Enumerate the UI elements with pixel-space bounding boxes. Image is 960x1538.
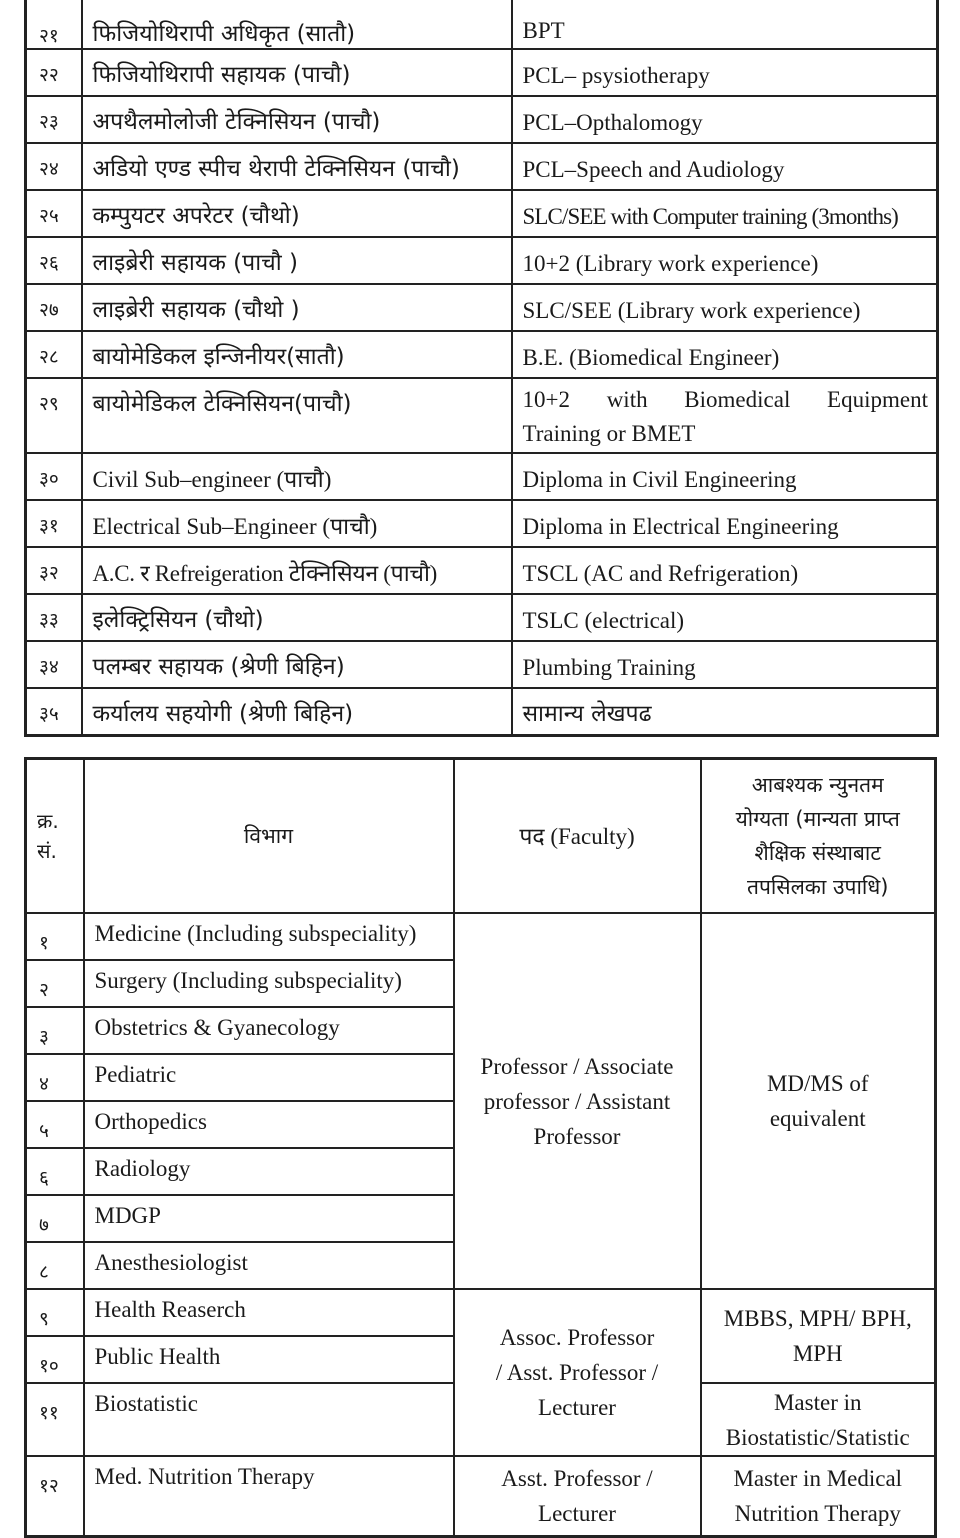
ph-qual-line-1: MBBS, MPH/ BPH, xyxy=(723,1306,912,1331)
public-health-post-cell xyxy=(454,1289,701,1456)
serial-number: ७ xyxy=(26,1195,84,1242)
qualification: SLC/SEE (Library work experience) xyxy=(512,284,938,331)
serial-number: ३२ xyxy=(26,547,82,594)
post-name: फिजियोथिरापी अधिकृत (सातौ) xyxy=(82,0,512,49)
table-row xyxy=(26,331,938,378)
table-row xyxy=(26,688,938,735)
table-row xyxy=(26,143,938,190)
post-name: अडियो एण्ड स्पीच थेरापी टेक्निसियन (पाचौ) xyxy=(82,143,512,190)
department: Med. Nutrition Therapy xyxy=(84,1456,454,1536)
qualification: PCL–Speech and Audiology xyxy=(512,143,938,190)
qualification: Plumbing Training xyxy=(512,641,938,688)
header-qual-line-2: योग्यता (मान्यता प्राप्त xyxy=(735,807,900,831)
clinical-post-line-1: Professor / Associate xyxy=(480,1053,674,1079)
serial-number: ५ xyxy=(26,1101,84,1148)
nut-qual-line-2: Nutrition Therapy xyxy=(734,1500,901,1526)
qualification: PCL–Opthalomogy xyxy=(512,96,938,143)
post-name: अपथैलमोलोजी टेक्निसियन (पाचौ) xyxy=(82,96,512,143)
post-name: लाइब्रेरी सहायक (पाचौ ) xyxy=(82,237,512,284)
serial-number: १ xyxy=(26,913,84,960)
qualification: PCL– psysiotherapy xyxy=(512,49,938,96)
department: Obstetrics & Gyanecology xyxy=(84,1007,454,1054)
clinical-qual-line-2: equivalent xyxy=(769,1106,866,1131)
post-name: A.C. र Refreigeration टेक्निसियन (पाचौ) xyxy=(82,547,512,594)
table-row xyxy=(26,913,936,960)
table-row xyxy=(26,0,938,49)
table-row xyxy=(26,378,938,453)
qualification: TSLC (electrical) xyxy=(512,594,938,641)
post-name: बायोमेडिकल इन्जिनीयर(सातौ) xyxy=(82,331,512,378)
qualification xyxy=(512,378,938,453)
clinical-post-cell xyxy=(454,913,701,1289)
header-sn-line-2: सं. xyxy=(37,839,57,863)
post-name: Civil Sub–engineer (पाचौ) xyxy=(82,453,512,500)
serial-number: ९ xyxy=(26,1289,84,1336)
department: Medicine (Including subspeciality) xyxy=(84,913,454,960)
serial-number: २ xyxy=(26,960,84,1007)
table-row xyxy=(26,190,938,237)
post-name: इलेक्ट्रिसियन (चौथो) xyxy=(82,594,512,641)
serial-number: २८ xyxy=(26,331,82,378)
table-row xyxy=(26,594,938,641)
serial-number: ३ xyxy=(26,1007,84,1054)
serial-number: २५ xyxy=(26,190,82,237)
post-name: फिजियोथिरापी सहायक (पाचौ) xyxy=(82,49,512,96)
post-name: बायोमेडिकल टेक्निसियन(पाचौ) xyxy=(82,378,512,453)
qualification: B.E. (Biomedical Engineer) xyxy=(512,331,938,378)
qualification: Diploma in Electrical Engineering xyxy=(512,500,938,547)
header-qual-line-1: आबश्यक न्युनतम xyxy=(751,773,884,797)
table-row xyxy=(26,1289,936,1336)
nut-post-line-2: Lecturer xyxy=(538,1500,616,1526)
table-row xyxy=(26,500,938,547)
table-row xyxy=(26,284,938,331)
post-name: कर्यालय सहयोगी (श्रेणी बिहिन) xyxy=(82,688,512,735)
header-post: पद (Faculty) xyxy=(454,759,701,914)
table-row xyxy=(26,453,938,500)
serial-number: ३४ xyxy=(26,641,82,688)
upper-qualification-table xyxy=(24,0,939,737)
post-name: पलम्बर सहायक (श्रेणी बिहिन) xyxy=(82,641,512,688)
department: Orthopedics xyxy=(84,1101,454,1148)
bio-qual-line-1: Master in xyxy=(773,1389,862,1415)
department: Radiology xyxy=(84,1148,454,1195)
header-qualification xyxy=(701,759,936,914)
serial-number: ३३ xyxy=(26,594,82,641)
serial-number: ४ xyxy=(26,1054,84,1101)
ph-post-line-3: Lecturer xyxy=(538,1395,616,1420)
nutrition-post-cell xyxy=(454,1456,701,1536)
table-row xyxy=(26,96,938,143)
post-name: लाइब्रेरी सहायक (चौथो ) xyxy=(82,284,512,331)
qualification: 10+2 (Library work experience) xyxy=(512,237,938,284)
table-row xyxy=(26,49,938,96)
serial-number: २२ xyxy=(26,49,82,96)
serial-number: ३५ xyxy=(26,688,82,735)
serial-number: २४ xyxy=(26,143,82,190)
qualification: सामान्य लेखपढ xyxy=(512,688,938,735)
public-health-qualification-cell xyxy=(701,1289,936,1383)
department: Pediatric xyxy=(84,1054,454,1101)
serial-number: १० xyxy=(26,1336,84,1383)
clinical-qual-line-1: MD/MS of xyxy=(766,1071,869,1096)
header-department: विभाग xyxy=(84,759,454,914)
serial-number: ११ xyxy=(26,1383,84,1456)
qualification: BPT xyxy=(512,0,938,49)
clinical-qualification-cell xyxy=(701,913,936,1289)
header-qual-line-4: तपसिलका उपाधि) xyxy=(747,875,889,899)
ph-post-line-1: Assoc. Professor xyxy=(499,1325,655,1350)
serial-number: २७ xyxy=(26,284,82,331)
qualification: TSCL (AC and Refrigeration) xyxy=(512,547,938,594)
qualification: SLC/SEE with Computer training (3months) xyxy=(512,190,938,237)
department: MDGP xyxy=(84,1195,454,1242)
header-serial-number xyxy=(26,759,84,914)
serial-number: २६ xyxy=(26,237,82,284)
serial-number: २९ xyxy=(26,378,82,453)
qualification-line-2: Training or BMET xyxy=(522,421,696,446)
department: Public Health xyxy=(84,1336,454,1383)
header-qual-line-3: शैक्षिक संस्थाबाट xyxy=(754,841,881,865)
clinical-post-line-2: professor / Assistant xyxy=(483,1088,671,1114)
department: Anesthesiologist xyxy=(84,1242,454,1289)
serial-number: ३० xyxy=(26,453,82,500)
serial-number: ६ xyxy=(26,1148,84,1195)
department: Surgery (Including subspeciality) xyxy=(84,960,454,1007)
header-sn-line-1: क्र. xyxy=(37,809,59,833)
header-row xyxy=(26,759,936,914)
ph-post-line-2: / Asst. Professor / xyxy=(495,1360,659,1385)
qualification-line-1: 10+2 with Biomedical Equipment xyxy=(522,387,928,412)
post-name: कम्पुयटर अपरेटर (चौथो) xyxy=(82,190,512,237)
table-row xyxy=(26,547,938,594)
nut-qual-line-1: Master in Medical xyxy=(733,1465,903,1491)
table-row xyxy=(26,641,938,688)
serial-number: १२ xyxy=(26,1456,84,1536)
qualification: Diploma in Civil Engineering xyxy=(512,453,938,500)
bio-qual-line-2: Biostatistic/Statistic xyxy=(725,1424,910,1450)
nutrition-qualification-cell xyxy=(701,1456,936,1536)
serial-number: २३ xyxy=(26,96,82,143)
department: Health Reaserch xyxy=(84,1289,454,1336)
serial-number: २१ xyxy=(26,0,82,49)
biostatistic-qualification-cell xyxy=(701,1383,936,1456)
faculty-qualification-table xyxy=(24,757,937,1538)
ph-qual-line-2: MPH xyxy=(792,1341,843,1366)
serial-number: ३१ xyxy=(26,500,82,547)
clinical-post-line-3: Professor xyxy=(533,1123,621,1149)
table-row xyxy=(26,1456,936,1536)
nut-post-line-1: Asst. Professor / xyxy=(501,1465,653,1491)
department: Biostatistic xyxy=(84,1383,454,1456)
table-row xyxy=(26,237,938,284)
post-name: Electrical Sub–Engineer (पाचौ) xyxy=(82,500,512,547)
serial-number: ८ xyxy=(26,1242,84,1289)
